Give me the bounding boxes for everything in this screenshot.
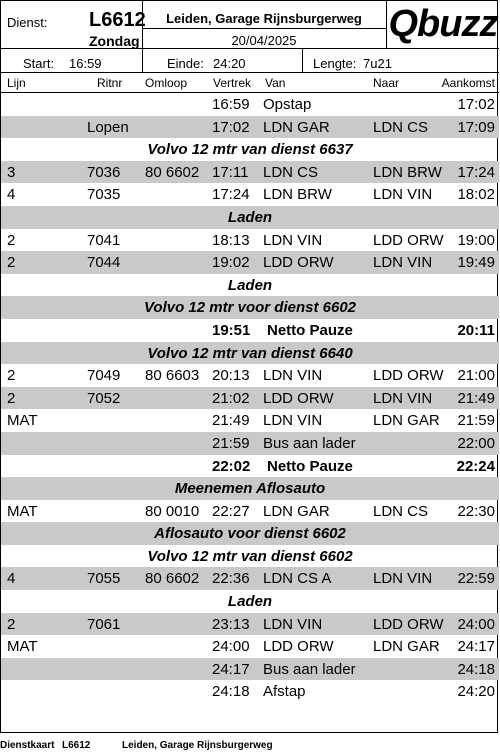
cell-aankomst: 19:49 <box>457 254 495 272</box>
cell-vertrek: 20:13 <box>212 367 250 385</box>
trip-row <box>1 387 499 410</box>
cell-naar: LDN CS <box>373 502 429 520</box>
cell-lijn: 2 <box>7 254 16 272</box>
cell-van: Bus aan lader <box>263 434 356 452</box>
cell-naar: LDD ORW <box>373 367 444 385</box>
cell-vertrek: 22:36 <box>212 570 250 588</box>
trip-row <box>1 161 499 184</box>
cell-vertrek: 22:27 <box>212 502 250 520</box>
section-title: Aflosauto voor dienst 6602 <box>154 525 346 543</box>
section-title: Meenemen Aflosauto <box>174 480 326 498</box>
col-vertrek: Vertrek <box>213 76 252 90</box>
col-van: Van <box>265 76 286 90</box>
cell-van: LDN GAR <box>263 502 330 520</box>
footer-location: Leiden, Garage Rijnsburgerweg <box>122 740 273 751</box>
cell-lijn: MAT <box>7 502 38 520</box>
einde-label: Einde: <box>167 56 204 71</box>
cell-vertrek: 19:02 <box>212 254 250 272</box>
trip-row <box>1 658 499 681</box>
section-row <box>1 590 499 613</box>
cell-naar: LDN GAR <box>373 412 440 430</box>
trip-row <box>1 183 499 206</box>
trip-row <box>1 613 499 636</box>
trip-row <box>1 635 499 658</box>
lengte-label: Lengte: <box>313 56 357 71</box>
day-label: Zondag <box>89 33 140 49</box>
section-title: Volvo 12 mtr voor dienst 6602 <box>143 299 357 317</box>
cell-aankomst: 24:17 <box>457 638 495 656</box>
cell-van: LDN VIN <box>263 615 323 633</box>
cell-lijn: 2 <box>7 615 16 633</box>
section-title: Volvo 12 mtr van dienst 6640 <box>147 344 353 362</box>
cell-aankomst: 21:59 <box>457 412 495 430</box>
trip-row <box>1 409 499 432</box>
pause-row <box>1 319 499 342</box>
trip-row <box>1 229 499 252</box>
cell-lijn: 2 <box>7 231 16 249</box>
cell-lijn: 3 <box>7 163 16 181</box>
footer-label: Dienstkaart <box>0 740 55 751</box>
cell-van: LDN VIN <box>263 367 323 385</box>
cell-aankomst: 22:30 <box>457 502 495 520</box>
cell-vertrek: 24:00 <box>212 638 250 656</box>
cell-lijn: MAT <box>7 638 38 656</box>
cell-vertrek: 22:02 <box>212 457 251 475</box>
cell-van: LDD ORW <box>263 638 334 656</box>
footer-dienst: L6612 <box>62 740 91 751</box>
trip-row <box>1 364 499 387</box>
cell-aankomst: 21:00 <box>457 367 495 385</box>
dienst-number: L6612 <box>89 9 146 31</box>
cell-ritnr: 7055 <box>87 570 121 588</box>
section-row <box>1 522 499 545</box>
cell-lijn: 2 <box>7 389 16 407</box>
cell-ritnr: 7049 <box>87 367 121 385</box>
cell-lijn: 4 <box>7 570 16 588</box>
cell-van: Opstap <box>263 96 312 113</box>
cell-lijn: 4 <box>7 186 16 204</box>
cell-naar: LDN GAR <box>373 638 440 656</box>
cell-naar: LDN VIN <box>373 186 433 204</box>
trip-row <box>1 251 499 274</box>
schedule-table <box>1 93 499 703</box>
col-omloop: Omloop <box>145 76 188 90</box>
section-row <box>1 477 499 500</box>
cell-ritnr: 7052 <box>87 389 121 407</box>
cell-lijn: MAT <box>7 412 38 430</box>
dienst-label: Dienst: <box>7 15 48 30</box>
section-title: Laden <box>227 276 273 294</box>
cell-van: Netto Pauze <box>267 321 353 339</box>
pause-row <box>1 455 499 478</box>
cell-vertrek: 18:13 <box>212 231 250 249</box>
col-naar: Naar <box>373 76 400 90</box>
cell-aankomst: 24:00 <box>457 615 495 633</box>
cell-van: Bus aan lader <box>263 660 356 678</box>
cell-aankomst: 22:59 <box>457 570 495 588</box>
trip-row <box>1 116 499 139</box>
cell-naar: LDN CS <box>373 118 429 136</box>
cell-ritnr: 7061 <box>87 615 121 633</box>
cell-ritnr: 7036 <box>87 163 121 181</box>
cell-naar: LDN VIN <box>373 570 433 588</box>
cell-naar: LDD ORW <box>373 615 444 633</box>
cell-naar: LDN VIN <box>373 254 433 272</box>
cell-aankomst: 17:09 <box>457 118 495 136</box>
cell-van: LDN GAR <box>263 118 330 136</box>
cell-ritnr: 7044 <box>87 254 121 272</box>
cell-vertrek: 21:49 <box>212 412 250 430</box>
section-title: Volvo 12 mtr van dienst 6637 <box>147 141 353 159</box>
section-row <box>1 342 499 365</box>
col-aankomst: Aankomst <box>441 76 495 90</box>
cell-omloop: 80 6602 <box>145 570 200 588</box>
cell-aankomst: 19:00 <box>457 231 495 249</box>
cell-aankomst: 17:02 <box>457 96 495 113</box>
lengte-value: 7u21 <box>363 56 392 71</box>
start-label: Start: <box>23 56 55 71</box>
section-title: Laden <box>227 593 273 611</box>
section-row <box>1 138 499 161</box>
cell-lijn: 2 <box>7 367 16 385</box>
cell-van: LDD ORW <box>263 389 334 407</box>
cell-van: LDN CS <box>263 163 319 181</box>
trip-row <box>1 432 499 455</box>
cell-aankomst: 21:49 <box>457 389 495 407</box>
cell-vertrek: 16:59 <box>212 96 250 113</box>
cell-naar: LDN VIN <box>373 389 433 407</box>
location-title: Leiden, Garage Rijnsburgerweg <box>166 11 362 26</box>
cell-ritnr: 7035 <box>87 186 121 204</box>
cell-omloop: 80 0010 <box>145 502 200 520</box>
trip-row <box>1 567 499 590</box>
trip-row <box>1 680 499 703</box>
cell-vertrek: 17:02 <box>212 118 250 136</box>
cell-aankomst: 22:00 <box>457 434 495 452</box>
cell-vertrek: 17:24 <box>212 186 250 204</box>
section-row <box>1 545 499 568</box>
cell-vertrek: 17:11 <box>212 163 249 181</box>
section-row <box>1 296 499 319</box>
trip-row <box>1 500 499 523</box>
cell-omloop: 80 6603 <box>145 367 200 385</box>
cell-van: Netto Pauze <box>267 457 353 475</box>
trip-row <box>1 93 499 116</box>
cell-aankomst: 18:02 <box>457 186 495 204</box>
section-title: Laden <box>227 208 273 226</box>
cell-vertrek: 24:17 <box>212 660 250 678</box>
cell-vertrek: 24:18 <box>212 683 250 701</box>
cell-omloop: 80 6602 <box>145 163 200 181</box>
col-ritnr: Ritnr <box>97 76 123 90</box>
cell-vertrek: 19:51 <box>212 321 251 339</box>
section-title: Volvo 12 mtr van dienst 6602 <box>147 547 353 565</box>
cell-van: LDN CS A <box>263 570 332 588</box>
cell-van: LDN BRW <box>263 186 332 204</box>
cell-aankomst: 20:11 <box>457 321 495 339</box>
column-header <box>1 73 499 93</box>
cell-van: LDD ORW <box>263 254 334 272</box>
cell-van: LDN VIN <box>263 231 323 249</box>
cell-vertrek: 21:59 <box>212 434 250 452</box>
cell-naar: LDN BRW <box>373 163 442 181</box>
section-row <box>1 206 499 229</box>
date: 20/04/2025 <box>231 33 297 48</box>
cell-vertrek: 21:02 <box>212 389 250 407</box>
start-time: 16:59 <box>69 56 102 71</box>
col-lijn: Lijn <box>7 76 26 90</box>
cell-aankomst: 22:24 <box>456 457 495 475</box>
cell-aankomst: 17:24 <box>457 163 495 181</box>
qbuzz-logo: Qbuzz <box>388 3 498 45</box>
cell-ritnr: Lopen <box>87 118 129 136</box>
cell-naar: LDD ORW <box>373 231 444 249</box>
card-header <box>1 1 499 73</box>
section-row <box>1 274 499 297</box>
einde-time: 24:20 <box>213 56 246 71</box>
cell-vertrek: 23:13 <box>212 615 250 633</box>
cell-aankomst: 24:18 <box>457 660 495 678</box>
cell-van: Afstap <box>263 683 306 701</box>
cell-van: LDN VIN <box>263 412 323 430</box>
cell-ritnr: 7041 <box>87 231 121 249</box>
cell-aankomst: 24:20 <box>457 683 495 701</box>
